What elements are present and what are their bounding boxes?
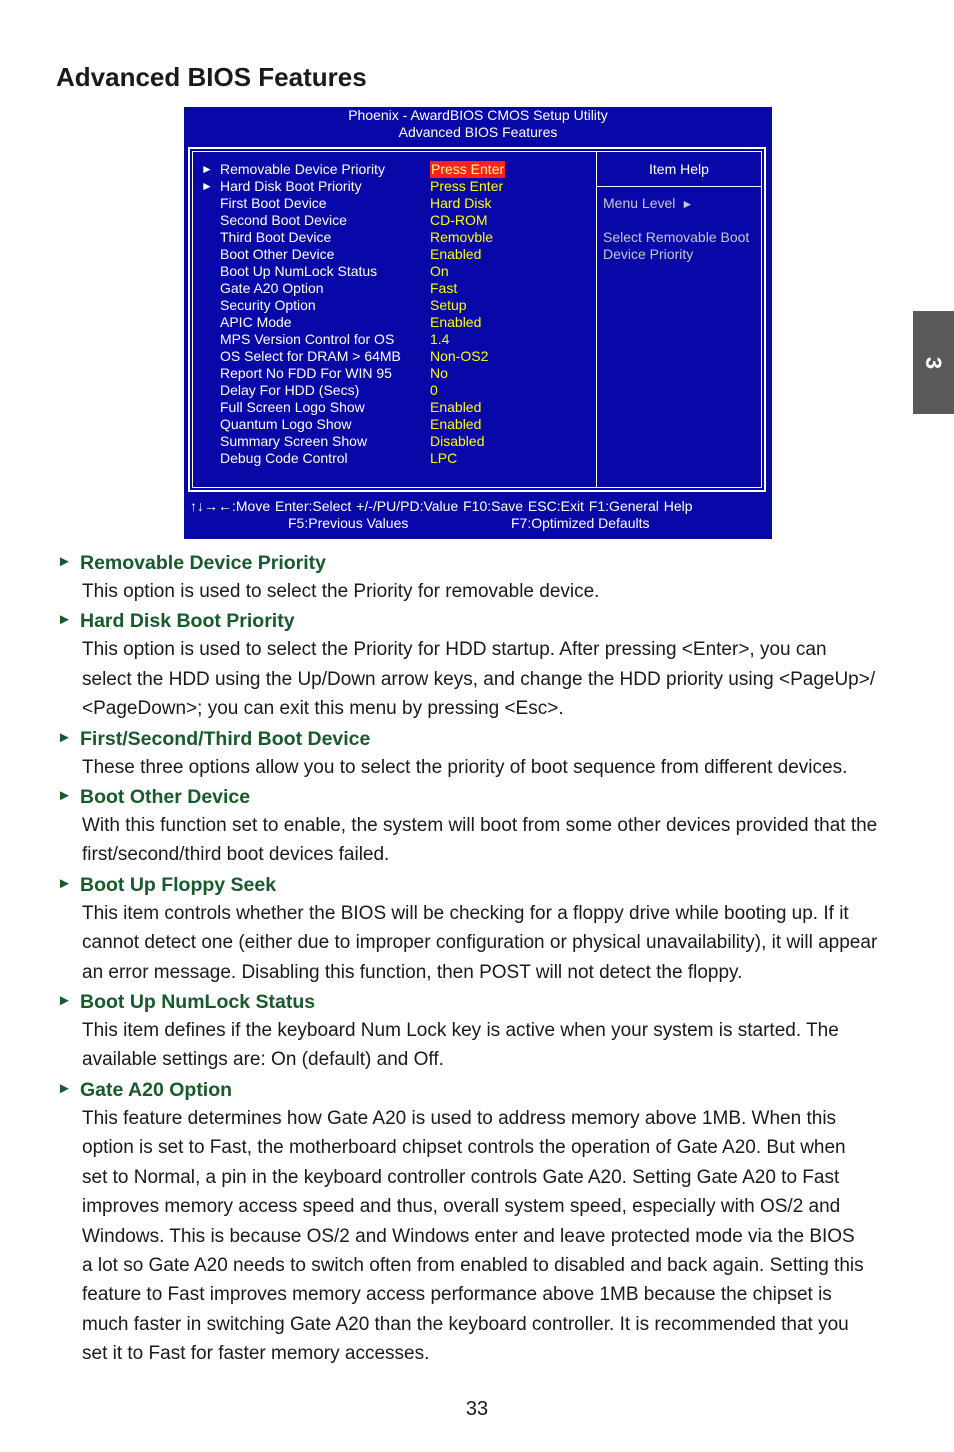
bios-setting-value[interactable]: Enabled — [430, 314, 482, 330]
bios-setting-label: Quantum Logo Show — [220, 416, 352, 432]
bios-setting-row[interactable] — [193, 382, 593, 399]
section-body — [82, 1104, 902, 1369]
bios-frame — [188, 147, 766, 492]
bios-setting-row[interactable] — [193, 263, 593, 280]
bios-setting-row[interactable] — [193, 399, 593, 416]
section-body — [82, 811, 902, 870]
menu-level — [603, 195, 693, 213]
submenu-arrow-icon: ► — [201, 179, 213, 193]
menu-level-label: Menu Level — [603, 195, 676, 211]
body-text-line: This item controls whether the BIOS will be checking for a floppy drive while booting up. If it — [82, 902, 849, 924]
key-legend-previous-values: F5:Previous Values — [288, 515, 409, 531]
section-heading-text: Boot Up Floppy Seek — [80, 873, 277, 896]
bios-setting-label: First Boot Device — [220, 195, 327, 211]
bios-setting-label: Boot Other Device — [220, 246, 335, 262]
bios-setting-value[interactable]: Setup — [430, 297, 467, 313]
bios-setting-value[interactable]: Enabled — [430, 246, 482, 262]
body-text-line: With this function set to enable, the system will boot from some other devices provided that the — [82, 815, 878, 837]
bios-setting-row[interactable] — [193, 195, 593, 212]
body-text-line: set it to Fast for faster memory accesses. — [82, 1343, 430, 1365]
body-text-line: set to Normal, a pin in the keyboard controller controls Gate A20. Setting Gate A20 to Fast — [82, 1166, 840, 1188]
body-text-line: select the HDD using the Up/Down arrow keys, and change the HDD priority using <PageUp>/ — [82, 668, 876, 690]
section-heading-text: Boot Other Device — [80, 786, 251, 809]
key-legend-optimized-defaults: F7:Optimized Defaults — [511, 515, 650, 531]
bios-setting-label: OS Select for DRAM > 64MB — [220, 348, 401, 364]
section-heading — [0, 724, 954, 753]
bios-page-title: Advanced BIOS Features — [398, 124, 558, 140]
bios-column-divider — [596, 152, 597, 487]
section-body — [82, 1016, 902, 1075]
item-help-title: Item Help — [649, 161, 709, 177]
bios-setting-label: Security Option — [220, 297, 316, 313]
bios-setting-label: Debug Code Control — [220, 450, 348, 466]
section-list — [0, 548, 954, 1369]
section-bullet-icon: ► — [57, 728, 72, 746]
bios-setting-row[interactable] — [193, 297, 593, 314]
section-heading — [0, 870, 954, 899]
bios-settings-list — [193, 161, 593, 467]
section-bullet-icon: ► — [57, 992, 72, 1010]
key-legend-line: ↑↓→←:Move Enter:Select +/-/PU/PD:Value F10:Save ESC:Exit F1:General Help — [190, 498, 693, 514]
body-text-line: This option is used to select the Priority for removable device. — [82, 581, 600, 602]
bios-setting-row[interactable] — [193, 229, 593, 246]
section-body — [82, 753, 902, 782]
body-text-line: an error message. Disabling this function, then POST will not detect the floppy. — [82, 961, 743, 983]
section-bullet-icon: ► — [57, 874, 72, 892]
help-text-line: Select Removable Boot — [603, 229, 750, 245]
body-text-line: This item defines if the keyboard Num Lock key is active when your system is started. The — [82, 1020, 839, 1042]
bios-setting-row[interactable] — [193, 450, 593, 467]
bios-screenshot — [184, 107, 772, 539]
section-heading-text: First/Second/Third Boot Device — [80, 727, 371, 750]
page-title: Advanced BIOS Features — [56, 62, 367, 92]
bios-setting-row[interactable] — [193, 314, 593, 331]
body-text-line: Windows. This is because OS/2 and Windows enter and leave protected mode via the BIOS — [82, 1225, 855, 1247]
bios-setting-value[interactable]: Press Enter — [430, 178, 504, 194]
bios-setting-label: Report No FDD For WIN 95 — [220, 365, 392, 381]
body-text-line: much faster in switching Gate A20 than the keyboard controller. It is recommended that you — [82, 1313, 849, 1335]
chapter-number: 3 — [921, 356, 947, 369]
chapter-tab — [913, 311, 954, 414]
body-text-line: a lot so Gate A20 needs to switch often from enabled to disabled and back again. Setting this — [82, 1254, 864, 1276]
bios-setting-value[interactable]: Enabled — [430, 416, 482, 432]
bios-setting-row[interactable] — [193, 416, 593, 433]
bios-setting-label: Boot Up NumLock Status — [220, 263, 378, 279]
section-heading-text: Gate A20 Option — [80, 1078, 233, 1101]
body-text-line: available settings are: On (default) and Off. — [82, 1049, 444, 1071]
help-text-line: Device Priority — [603, 246, 694, 262]
help-text — [603, 229, 763, 263]
section-body — [82, 635, 902, 723]
bios-setting-label: Summary Screen Show — [220, 433, 368, 449]
bios-setting-row[interactable] — [193, 178, 593, 195]
section-bullet-icon: ► — [57, 1079, 72, 1097]
menu-level-arrow-icon: ► — [681, 197, 694, 211]
body-text-line: improves memory access speed and thus, overall system speed, especially with OS/2 and — [82, 1196, 841, 1218]
body-text-line: This feature determines how Gate A20 is used to address memory above 1MB. When this — [82, 1107, 837, 1129]
bios-setting-label: Removable Device Priority — [220, 161, 385, 177]
bios-setting-value[interactable]: LPC — [430, 450, 458, 466]
bios-setting-label: Third Boot Device — [220, 229, 332, 245]
bios-setting-row[interactable] — [193, 365, 593, 382]
bios-setting-row[interactable] — [193, 212, 593, 229]
bios-header — [184, 107, 772, 141]
section-heading — [0, 1075, 954, 1104]
section-body — [82, 577, 902, 606]
bios-setting-row[interactable] — [193, 246, 593, 263]
bios-setting-value[interactable]: CD-ROM — [430, 212, 488, 228]
body-text-line: These three options allow you to select the priority of boot sequence from different devices. — [82, 756, 848, 778]
section-bullet-icon: ► — [57, 787, 72, 805]
section-heading — [0, 606, 954, 635]
body-text-line: option is set to Fast, the motherboard chipset controls the operation of Gate A20. But when — [82, 1137, 846, 1159]
bios-setting-row[interactable] — [193, 161, 593, 178]
bios-setting-label: APIC Mode — [220, 314, 292, 330]
bios-setting-value[interactable]: Hard Disk — [430, 195, 492, 211]
bios-setting-value[interactable]: 1.4 — [430, 331, 450, 347]
bios-setting-value[interactable]: No — [430, 365, 448, 381]
bios-setting-value[interactable]: Fast — [430, 280, 458, 296]
section-heading — [0, 782, 954, 811]
bios-setting-row[interactable] — [193, 433, 593, 450]
page-number: 33 — [465, 1398, 489, 1420]
bios-setting-label: Gate A20 Option — [220, 280, 324, 296]
section-heading — [0, 987, 954, 1016]
bios-setting-label: Full Screen Logo Show — [220, 399, 365, 415]
bios-setting-value[interactable]: Non-OS2 — [430, 348, 489, 364]
section-bullet-icon: ► — [57, 553, 72, 570]
body-text-line: This option is used to select the Priority for HDD startup. After pressing <Enter>, you can — [82, 639, 827, 661]
bios-setting-value[interactable]: On — [430, 263, 449, 279]
section-body — [82, 899, 902, 987]
section-heading-text: Hard Disk Boot Priority — [80, 610, 295, 633]
bios-setting-value[interactable]: Press Enter — [431, 161, 505, 177]
bios-setting-value[interactable]: Enabled — [430, 399, 482, 415]
bios-setting-value[interactable]: 0 — [430, 382, 438, 398]
bios-utility-title: Phoenix - AwardBIOS CMOS Setup Utility — [348, 107, 608, 123]
section-bullet-icon: ► — [57, 611, 72, 629]
section-heading-text: Removable Device Priority — [80, 552, 327, 574]
bios-setting-label: Second Boot Device — [220, 212, 347, 228]
bios-setting-label: Delay For HDD (Secs) — [220, 382, 360, 398]
bios-setting-label: Hard Disk Boot Priority — [220, 178, 362, 194]
bios-setting-row[interactable] — [193, 280, 593, 297]
section-heading — [0, 548, 954, 577]
submenu-arrow-icon: ► — [201, 162, 213, 176]
bios-setting-row[interactable] — [193, 331, 593, 348]
bios-setting-row[interactable] — [193, 348, 593, 365]
bios-setting-value[interactable]: Removble — [430, 229, 494, 245]
section-heading-text: Boot Up NumLock Status — [80, 991, 316, 1014]
body-text-line: first/second/third boot devices failed. — [82, 844, 390, 866]
bios-setting-value[interactable]: Disabled — [430, 433, 485, 449]
bios-inner-frame — [192, 151, 762, 488]
body-text-line: <PageDown>; you can exit this menu by pressing <Esc>. — [82, 698, 564, 720]
bios-setting-label: MPS Version Control for OS — [220, 331, 395, 347]
help-divider — [597, 186, 761, 187]
body-text-line: feature to Fast improves memory access performance above 1MB because the chipset is — [82, 1284, 832, 1306]
body-text-line: cannot detect one (either due to improper configuration or physical unavailability), it will appear — [82, 932, 878, 954]
